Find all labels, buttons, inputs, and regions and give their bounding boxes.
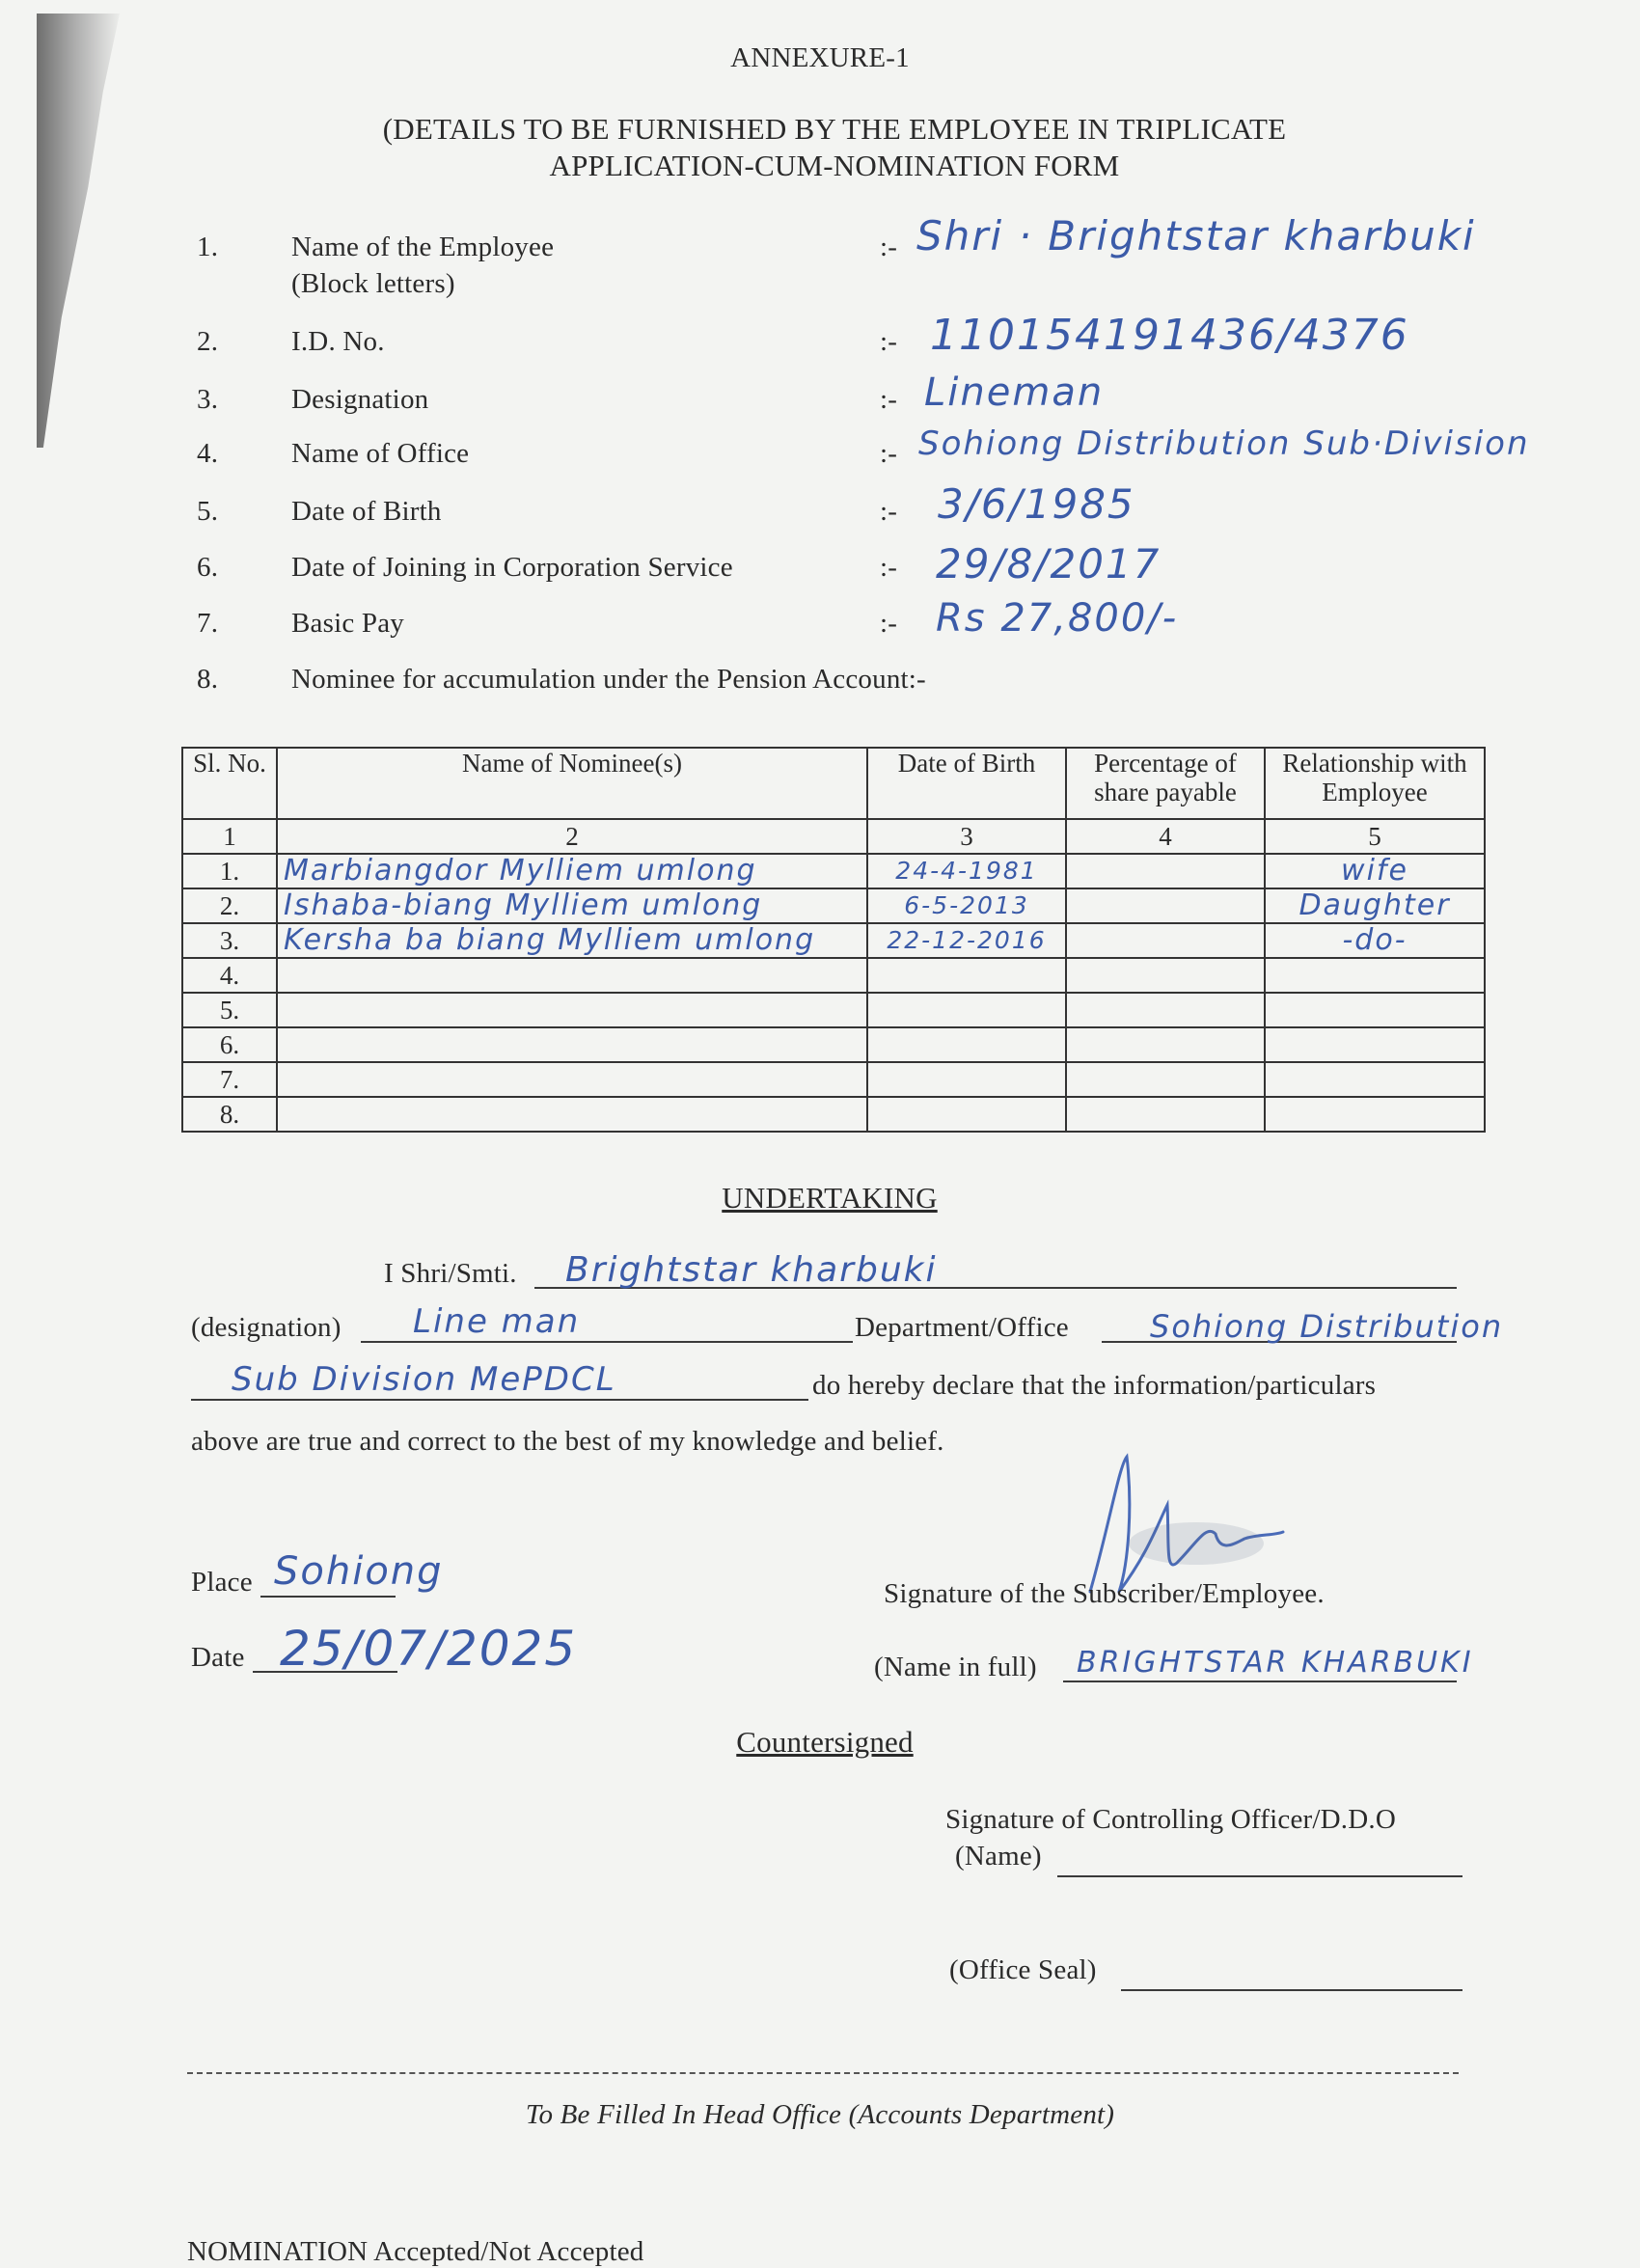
col-header-sl-no: Sl. No. xyxy=(182,748,277,819)
row-relation: Daughter xyxy=(1265,888,1485,923)
row-dob: 6-5-2013 xyxy=(867,888,1066,923)
row-relation xyxy=(1265,1027,1485,1062)
form-heading-line2: APPLICATION-CUM-NOMINATION FORM xyxy=(549,149,1120,182)
field-value-employee-name: Shri · Brightstar kharbuki xyxy=(916,212,1476,260)
field-num-1: 1. xyxy=(197,232,219,262)
row-sl: 4. xyxy=(182,958,277,993)
field-value-id-no: 110154191436/4376 xyxy=(930,311,1409,360)
row-share xyxy=(1066,958,1265,993)
table-row xyxy=(182,993,1485,1027)
col-header-nominee-name: Name of Nominee(s) xyxy=(277,748,867,819)
table-row xyxy=(182,1027,1485,1062)
row-sl: 5. xyxy=(182,993,277,1027)
col-header-relationship: Relationship with Employee xyxy=(1265,748,1485,819)
field-label-dob: Date of Birth xyxy=(291,496,442,527)
row-relation xyxy=(1265,958,1485,993)
designation-label: (designation) xyxy=(191,1312,342,1343)
scan-shadow xyxy=(37,14,120,448)
field-value-dob: 3/6/1985 xyxy=(938,480,1135,528)
date-label: Date xyxy=(191,1642,245,1673)
dept-value-2: Sub Division MePDCL xyxy=(232,1360,616,1399)
field-label-id-no: I.D. No. xyxy=(291,326,385,357)
row-relation xyxy=(1265,993,1485,1027)
field-num-4: 4. xyxy=(197,438,219,469)
field-num-5: 5. xyxy=(197,496,219,527)
field-value-designation: Lineman xyxy=(924,370,1105,415)
field-sep-5: :- xyxy=(880,496,898,527)
row-nominee-name xyxy=(277,958,867,993)
row-nominee-name: Kersha ba biang Mylliem umlong xyxy=(277,923,867,958)
field-sep-4: :- xyxy=(880,438,898,469)
table-header-row xyxy=(182,748,1485,819)
date-value: 25/07/2025 xyxy=(280,1621,578,1677)
form-heading-line1: (DETAILS TO BE FURNISHED BY THE EMPLOYEE IN TRIPLICATE xyxy=(382,112,1287,146)
table-row xyxy=(182,1062,1485,1097)
signature-label: Signature of the Subscriber/Employee. xyxy=(884,1578,1325,1609)
controlling-officer-label: Signature of Controlling Officer/D.D.O xyxy=(945,1804,1396,1835)
row-nominee-name xyxy=(277,1027,867,1062)
col-header-share: Percentage of share payable xyxy=(1066,748,1265,819)
row-dob: 22-12-2016 xyxy=(867,923,1066,958)
officer-name-line xyxy=(1057,1875,1462,1877)
field-label-doj: Date of Joining in Corporation Service xyxy=(291,552,733,583)
nominee-table xyxy=(181,747,1486,1133)
name-full-value: BRIGHTSTAR KHARBUKI xyxy=(1077,1646,1474,1680)
undertaking-title: UNDERTAKING xyxy=(722,1181,938,1215)
row-sl: 8. xyxy=(182,1097,277,1132)
field-num-2: 2. xyxy=(197,326,219,357)
cut-line xyxy=(187,2072,1459,2074)
name-full-label: (Name in full) xyxy=(874,1652,1037,1682)
row-share xyxy=(1066,854,1265,888)
field-label-employee-name: Name of the Employee xyxy=(291,232,555,262)
col-index: 3 xyxy=(867,819,1066,854)
col-index: 5 xyxy=(1265,819,1485,854)
field-label-nominee: Nominee for accumulation under the Pension Account:- xyxy=(291,664,926,695)
shri-value: Brightstar kharbuki xyxy=(565,1250,938,1290)
dept-label: Department/Office xyxy=(855,1312,1069,1343)
row-nominee-name xyxy=(277,993,867,1027)
field-sep-6: :- xyxy=(880,552,898,583)
row-share xyxy=(1066,1097,1265,1132)
col-index: 2 xyxy=(277,819,867,854)
row-sl: 1. xyxy=(182,854,277,888)
field-sep-2: :- xyxy=(880,326,898,357)
designation-line xyxy=(361,1341,853,1343)
designation-value: Line man xyxy=(413,1302,581,1341)
table-row xyxy=(182,888,1485,923)
annexure-title: ANNEXURE-1 xyxy=(730,42,910,73)
field-sep-3: :- xyxy=(880,384,898,415)
field-label-office: Name of Office xyxy=(291,438,470,469)
field-num-7: 7. xyxy=(197,608,219,639)
row-sl: 7. xyxy=(182,1062,277,1097)
col-header-dob: Date of Birth xyxy=(867,748,1066,819)
row-nominee-name xyxy=(277,1062,867,1097)
field-label-designation: Designation xyxy=(291,384,429,415)
row-relation xyxy=(1265,1097,1485,1132)
row-sl: 3. xyxy=(182,923,277,958)
col-index: 1 xyxy=(182,819,277,854)
dept-value: Sohiong Distribution xyxy=(1150,1308,1504,1345)
place-line xyxy=(260,1596,396,1598)
row-relation: -do- xyxy=(1265,923,1485,958)
row-share xyxy=(1066,1027,1265,1062)
declare-text-2: above are true and correct to the best of my knowledge and belief. xyxy=(191,1426,944,1457)
field-num-3: 3. xyxy=(197,384,219,415)
name-full-line xyxy=(1063,1681,1457,1682)
table-row xyxy=(182,854,1485,888)
row-share xyxy=(1066,888,1265,923)
table-row xyxy=(182,923,1485,958)
field-sep-7: :- xyxy=(880,608,898,639)
row-share xyxy=(1066,993,1265,1027)
table-row xyxy=(182,1097,1485,1132)
row-nominee-name xyxy=(277,1097,867,1132)
row-nominee-name: Marbiangdor Mylliem umlong xyxy=(277,854,867,888)
field-label-basic-pay: Basic Pay xyxy=(291,608,404,639)
field-value-doj: 29/8/2017 xyxy=(936,540,1162,587)
table-index-row xyxy=(182,819,1485,854)
dept-line-2 xyxy=(191,1399,808,1401)
row-dob xyxy=(867,1097,1066,1132)
row-nominee-name: Ishaba-biang Mylliem umlong xyxy=(277,888,867,923)
office-seal-line xyxy=(1121,1989,1462,1991)
row-dob xyxy=(867,1027,1066,1062)
row-dob xyxy=(867,993,1066,1027)
head-office-note: To Be Filled In Head Office (Accounts Department) xyxy=(525,2099,1115,2130)
officer-name-label: (Name) xyxy=(955,1841,1042,1872)
field-sublabel-block-letters: (Block letters) xyxy=(291,268,455,299)
field-num-6: 6. xyxy=(197,552,219,583)
row-dob xyxy=(867,958,1066,993)
field-num-8: 8. xyxy=(197,664,219,695)
table-row xyxy=(182,958,1485,993)
row-dob xyxy=(867,1062,1066,1097)
field-sep-1: :- xyxy=(880,232,898,262)
office-seal-label: (Office Seal) xyxy=(949,1954,1097,1985)
countersigned-title: Countersigned xyxy=(736,1725,914,1759)
shri-label: I Shri/Smti. xyxy=(384,1258,517,1289)
row-share xyxy=(1066,1062,1265,1097)
declare-text: do hereby declare that the information/particulars xyxy=(812,1370,1377,1401)
field-value-office: Sohiong Distribution Sub·Division xyxy=(918,424,1530,463)
place-value: Sohiong xyxy=(274,1549,444,1594)
nomination-status: NOMINATION Accepted/Not Accepted xyxy=(187,2236,644,2267)
col-index: 4 xyxy=(1066,819,1265,854)
row-sl: 6. xyxy=(182,1027,277,1062)
row-sl: 2. xyxy=(182,888,277,923)
row-dob: 24-4-1981 xyxy=(867,854,1066,888)
place-label: Place xyxy=(191,1567,253,1598)
field-value-basic-pay: Rs 27,800/- xyxy=(936,596,1179,641)
row-share xyxy=(1066,923,1265,958)
row-relation xyxy=(1265,1062,1485,1097)
row-relation: wife xyxy=(1265,854,1485,888)
